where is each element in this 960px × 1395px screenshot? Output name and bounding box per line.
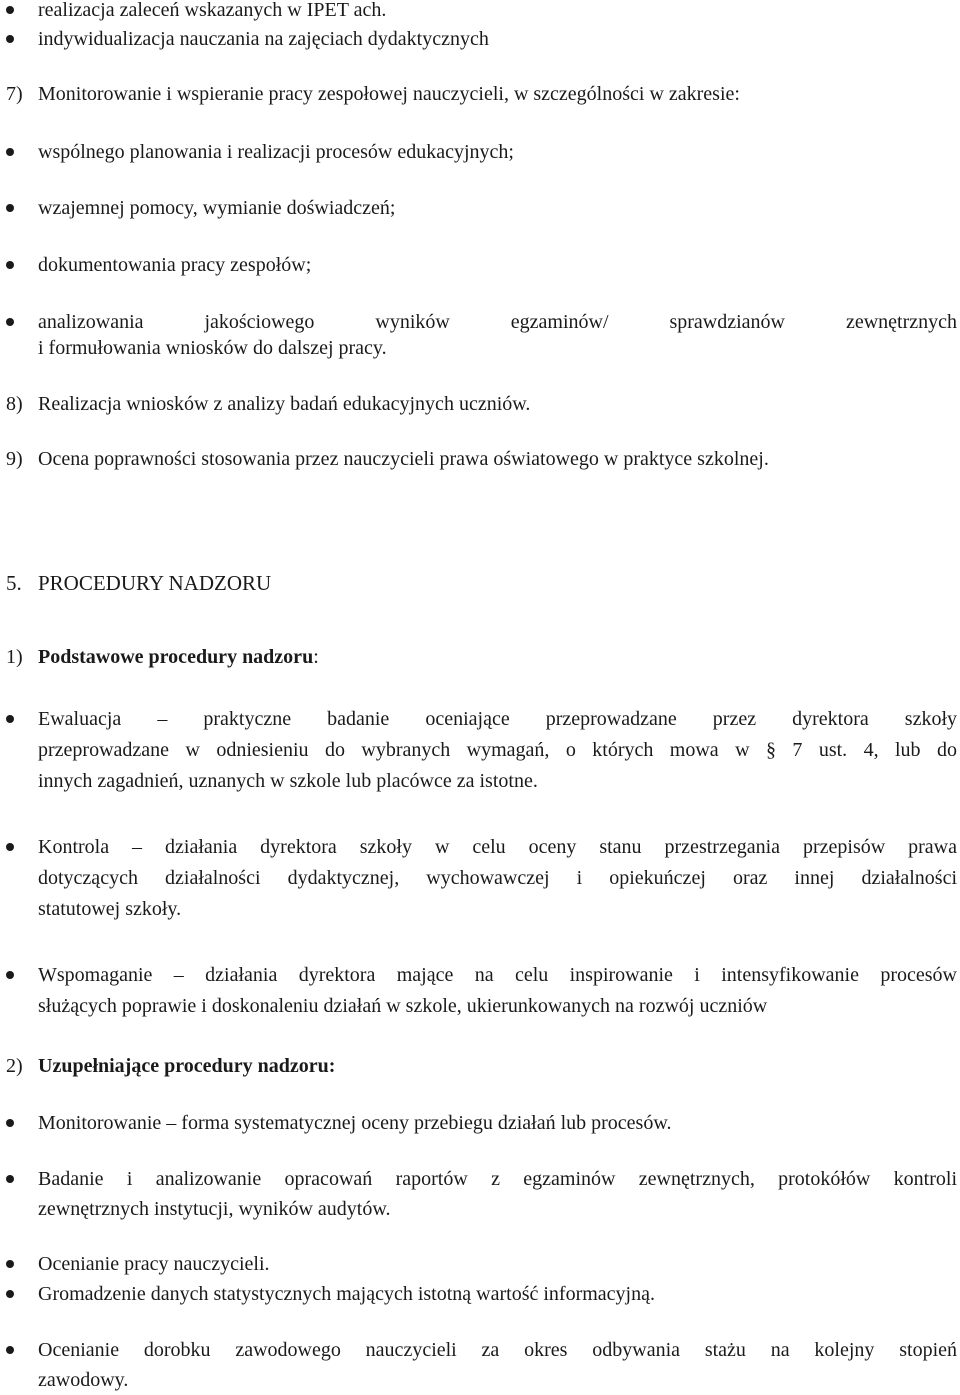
numbered-item-8: 8) Realizacja wniosków z analizy badań edukacyjnych uczniów. [6, 393, 531, 415]
numbered-item-9: 9) Ocena poprawności stosowania przez nauczycieli prawa oświatowego w praktyce szkolnej. [6, 448, 769, 470]
bullet-icon [6, 1260, 14, 1268]
subsection-heading-supplementary: 2) Uzupełniające procedury nadzoru: [6, 1055, 336, 1077]
bullet-icon [6, 1119, 14, 1127]
bullet-icon [6, 971, 14, 979]
bullet-icon [6, 843, 14, 851]
bullet-icon [6, 35, 14, 43]
bullet-icon [6, 261, 14, 269]
bullet-icon [6, 148, 14, 156]
bullet-icon [6, 1346, 14, 1354]
bullet-icon [6, 715, 14, 723]
subsection-heading-basic: 1) Podstawowe procedury nadzoru: [6, 646, 319, 668]
bullet-icon [6, 204, 14, 212]
bullet-icon [6, 1175, 14, 1183]
numbered-item-7: 7) Monitorowanie i wspieranie pracy zespołowej nauczycieli, w szczególności w zakresie: [6, 83, 740, 105]
bullet-icon [6, 6, 14, 14]
document-page: realizacja zaleceń wskazanych w IPET ach. indywidualizacja nauczania na zajęciach dydaktycznych 7) Monitorowanie i wspieranie pracy zespołowej nauczycieli, w szczególności w zakresie: wspólnego planowania i realizacji procesów edukacyjnych; wzajemnej pomocy, wymianie doświadczeń; dokumentowania pracy zespołów; analizowania jakościowego wyników egzaminów/ sprawdzianów zewnętrznych i formułowania wniosków do dalszej pracy. 8) Realizacja wniosków z analizy badań edukacyjnych uczniów. 9) Ocena poprawności stosowania przez nauczycieli prawa oświatowego w praktyce szkolnej. 5. PROCEDURY NADZORU 1) Podstawowe procedury nadzoru: Ewaluacja – praktyczne badanie oceniające przeprowadzane przez dyrektora szkoły przeprowadzane w odniesieniu do wybranych wymagań, o których mowa w § 7 ust. 4, lub do innych zagadnień, uznanych w szkole lub placówce za istotne. Kontrola – działania dyrektora szkoły w celu oceny stanu przestrzegania przepisów prawa dotyczących działalności dydaktycznej, wychowawczej i opiekuńczej oraz innej działalności statutowej szkoły. Wspomaganie – działania dyrektora mające na celu inspirowanie i intensyfikowanie procesów służących poprawie i doskonaleniu działań w szkole, ukierunkowanych na rozwój uczniów 2) Uzupełniające procedury nadzoru: Monitorowanie – forma systematycznej oceny przebiegu działań lub procesów. Badanie i analizowanie opracowań raportów z egzaminów zewnętrznych, protokółów kontroli zewnętrznych instytucji, wyników audytów. Ocenianie pracy nauczycieli. Gromadzenie danych statystycznych mających istotną wartość informacyjną. Ocenianie dorobku zawodowego nauczycieli za okres odbywania stażu na kolejny stopień zawodowy. [6, 0, 957, 1391]
section-heading: 5. PROCEDURY NADZORU [6, 571, 272, 595]
bullet-icon [6, 1290, 14, 1298]
bullet-icon [6, 318, 14, 326]
